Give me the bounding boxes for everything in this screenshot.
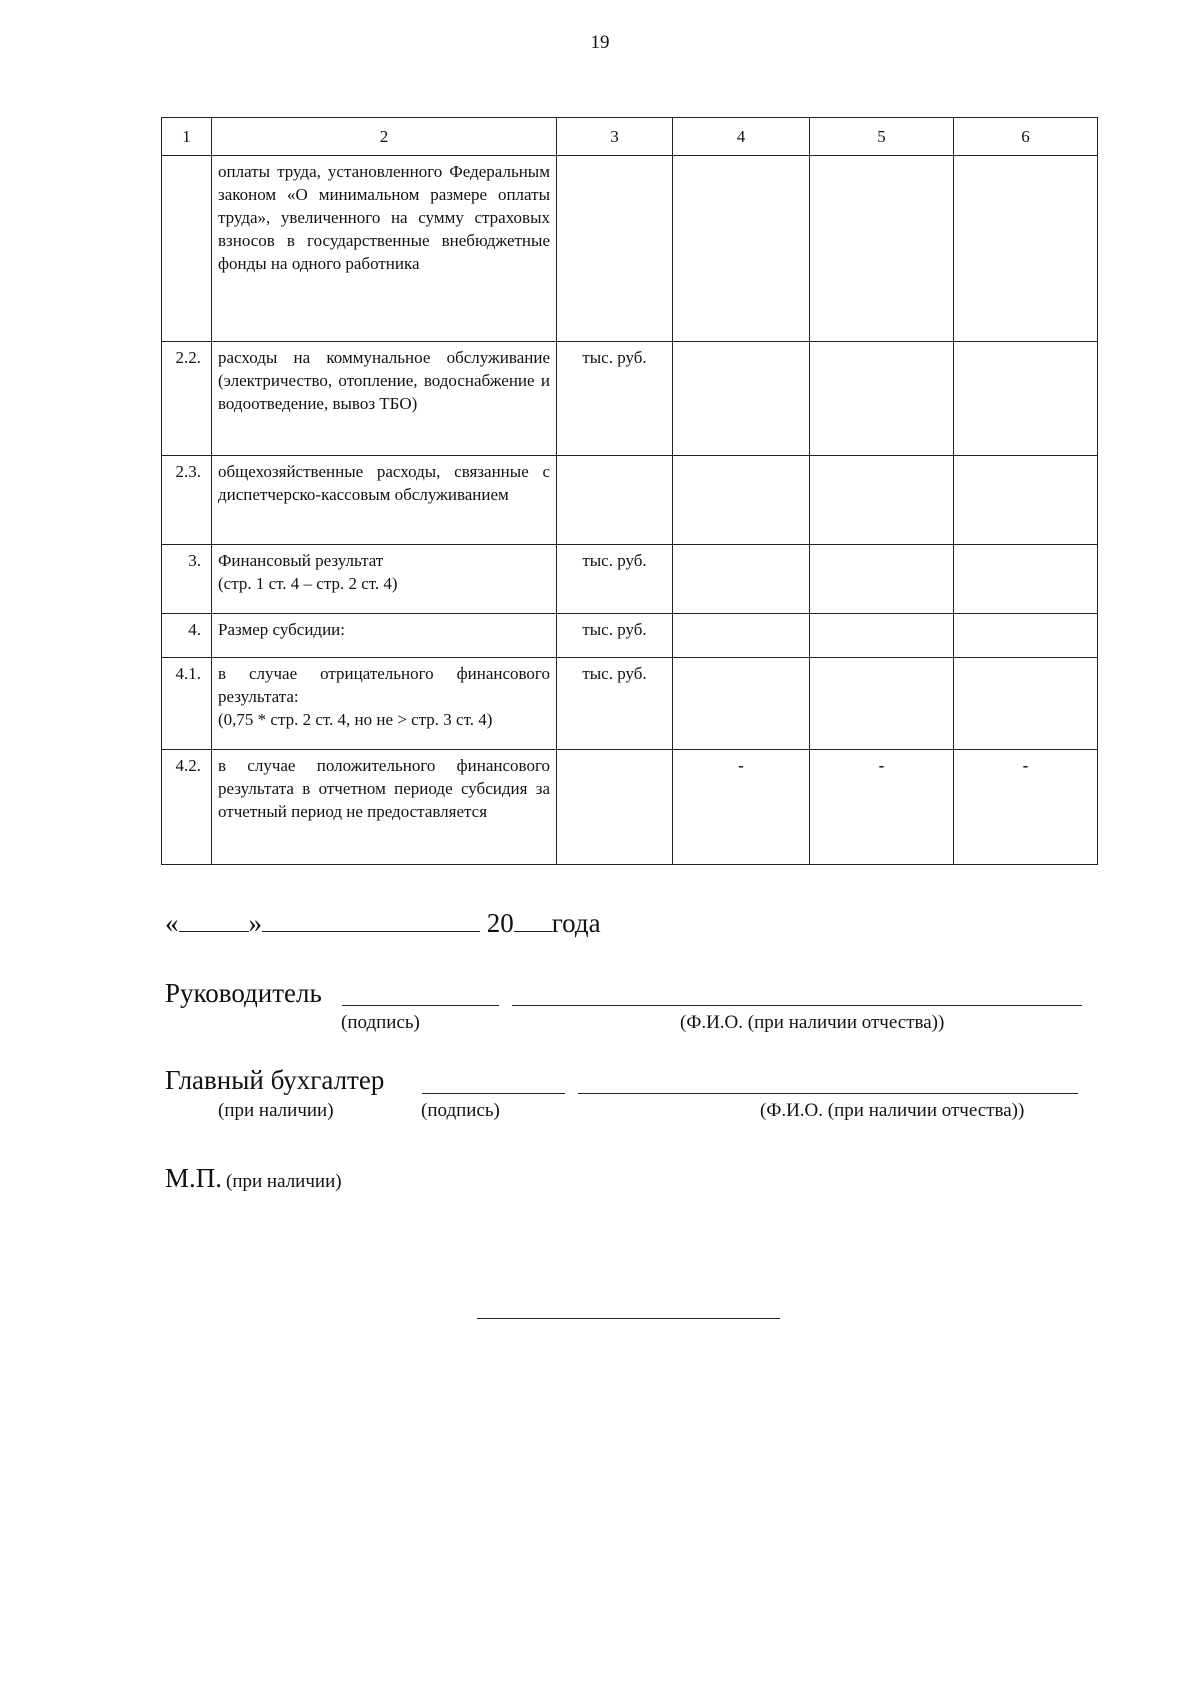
end-divider [477,1318,780,1319]
stamp-label: М.П. [165,1163,223,1193]
description-line: общехозяйственные расходы, связанные с диспетчерско-кассовым обслуживанием [218,462,550,504]
value-cell-c6[interactable] [954,456,1098,545]
row-number: 2.3. [162,456,212,545]
description-line: (стр. 1 ст. 4 – стр. 2 ст. 4) [218,574,398,593]
accountant-signature-line[interactable] [422,1092,565,1094]
row-description [212,545,557,614]
head-name-line[interactable] [512,1004,1082,1006]
column-header: 6 [954,118,1098,156]
description-line: (0,75 * стр. 2 ст. 4, но не > стр. 3 ст. 4) [218,710,493,729]
row-unit [557,750,673,865]
column-header: 2 [212,118,557,156]
column-header: 5 [810,118,954,156]
date-line [165,908,601,939]
accountant-role-label: Главный бухгалтер [165,1065,385,1095]
value-cell-c6[interactable] [954,342,1098,456]
row-unit [557,456,673,545]
head-signature-caption: (подпись) [341,1012,420,1033]
head-role-label: Руководитель [165,978,322,1008]
year-blank[interactable] [514,909,552,932]
stamp-place [165,1163,342,1194]
row-unit: тыс. руб. [557,342,673,456]
column-header: 1 [162,118,212,156]
year-prefix: 20 [486,908,514,938]
row-number: 4.1. [162,658,212,750]
accountant-name-caption: (Ф.И.О. (при наличии отчества)) [760,1100,1025,1121]
value-cell-c4[interactable] [673,342,810,456]
row-description [212,658,557,750]
value-cell-c5[interactable]: - [810,750,954,865]
row-number: 4.2. [162,750,212,865]
value-cell-c5[interactable] [810,614,954,658]
table-row [162,750,1098,865]
month-blank[interactable] [262,909,480,932]
value-cell-c6[interactable] [954,545,1098,614]
table-row [162,614,1098,658]
value-cell-c4[interactable] [673,614,810,658]
row-description [212,342,557,456]
value-cell-c6[interactable] [954,156,1098,342]
row-unit: тыс. руб. [557,658,673,750]
row-unit: тыс. руб. [557,545,673,614]
row-number: 3. [162,545,212,614]
report-table [161,117,1098,865]
accountant-name-line[interactable] [578,1092,1078,1094]
value-cell-c5[interactable] [810,342,954,456]
value-cell-c4[interactable]: - [673,750,810,865]
table-row [162,342,1098,456]
description-line: в случае отрицательного финансового результата: [218,664,550,706]
day-blank[interactable] [179,909,249,932]
value-cell-c4[interactable] [673,545,810,614]
value-cell-c4[interactable] [673,658,810,750]
value-cell-c6[interactable]: - [954,750,1098,865]
table-row [162,545,1098,614]
row-description [212,456,557,545]
description-line: расходы на коммунальное обслуживание (электричество, отопление, водоснабжение и водоотведение, вывоз ТБО) [218,348,550,413]
accountant-signature-caption: (подпись) [421,1100,500,1121]
value-cell-c6[interactable] [954,614,1098,658]
page-number: 19 [590,32,610,53]
table-row [162,658,1098,750]
value-cell-c4[interactable] [673,456,810,545]
row-number: 4. [162,614,212,658]
value-cell-c5[interactable] [810,545,954,614]
description-line: в случае положительного финансового результата в отчетном периоде субсидия за отчетный период не предоставляется [218,756,550,821]
value-cell-c5[interactable] [810,658,954,750]
description-line: Размер субсидии: [218,620,345,639]
year-suffix: года [551,908,601,938]
row-number: 2.2. [162,342,212,456]
head-signature-line[interactable] [342,1004,499,1006]
description-line: Финансовый результат [218,551,384,570]
value-cell-c4[interactable] [673,156,810,342]
accountant-role-note: (при наличии) [218,1100,334,1121]
row-unit: тыс. руб. [557,614,673,658]
stamp-note: (при наличии) [226,1171,342,1192]
row-description [212,156,557,342]
table-row [162,156,1098,342]
value-cell-c5[interactable] [810,156,954,342]
column-header: 4 [673,118,810,156]
row-description [212,614,557,658]
table-header-row [162,118,1098,156]
head-name-caption: (Ф.И.О. (при наличии отчества)) [680,1012,945,1033]
open-quote: « [165,908,179,938]
row-number [162,156,212,342]
value-cell-c6[interactable] [954,658,1098,750]
row-description [212,750,557,865]
value-cell-c5[interactable] [810,456,954,545]
description-line: оплаты труда, установленного Федеральным законом «О минимальном размере оплаты труда», увеличенного на сумму страховых взносов в государственные внебюджетные фонды на одного работника [218,162,550,273]
close-quote: » [248,908,262,938]
column-header: 3 [557,118,673,156]
table-row [162,456,1098,545]
row-unit [557,156,673,342]
